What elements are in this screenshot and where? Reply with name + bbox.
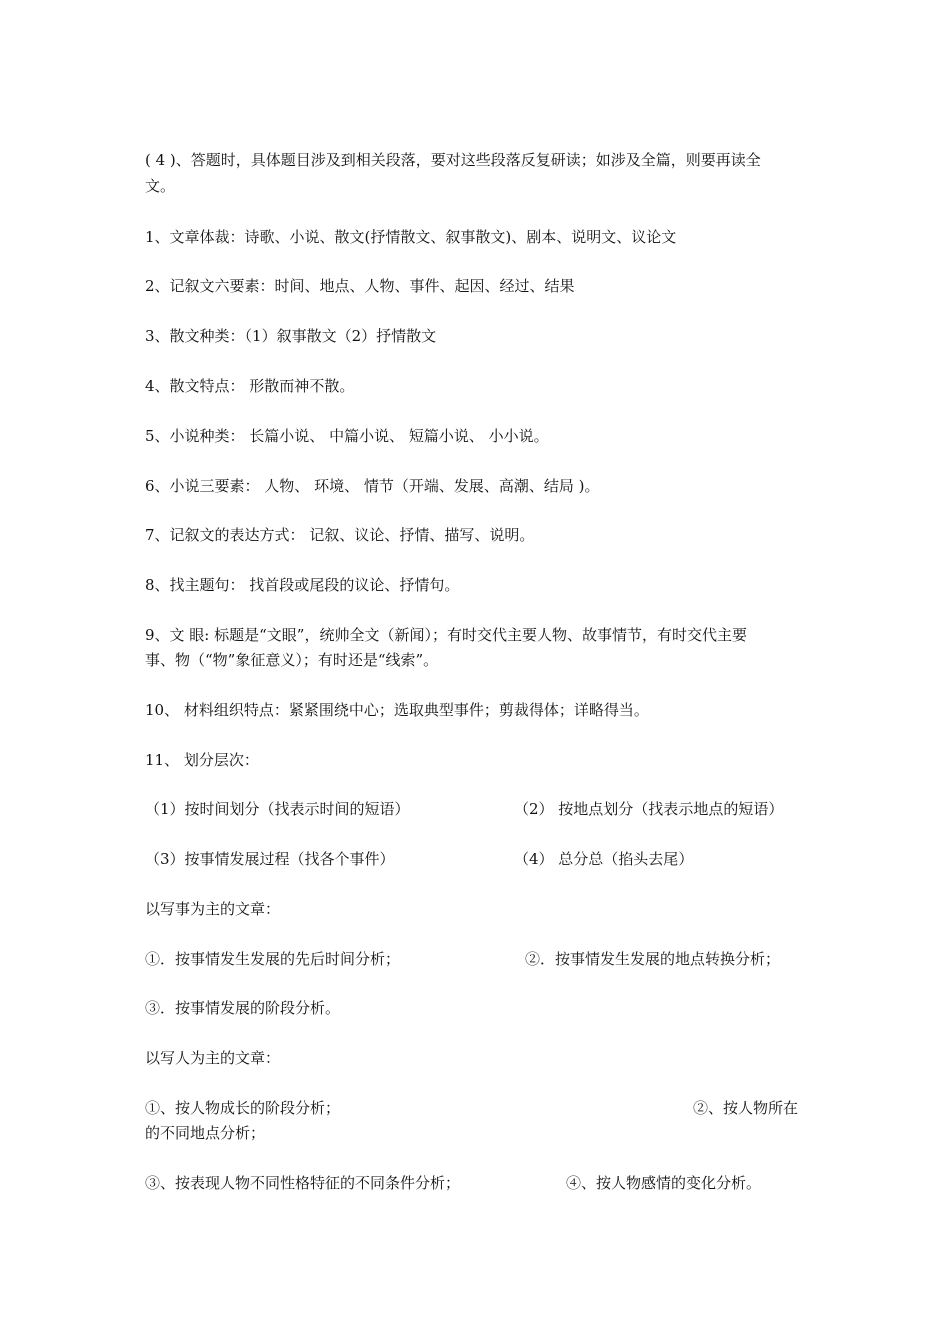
person-method-2-part-2: 的不同地点分析； [145, 1124, 266, 1142]
person-method-4: ④、按人物感情的变化分析。 [566, 1174, 762, 1192]
item-10: 10、 材料组织特点：紧紧围绕中心；选取典型事件；剪裁得体；详略得当。 [145, 701, 649, 719]
item-11: 11、 划分层次： [145, 751, 259, 769]
item-5: 5、小说种类： 长篇小说、 中篇小说、 短篇小说、 小小说。 [145, 427, 549, 445]
event-article-heading: 以写事为主的文章： [145, 900, 281, 918]
layer-method-3: （3）按事情发展过程（找各个事件） [145, 850, 395, 868]
event-method-3: ③．按事情发展的阶段分析。 [145, 999, 341, 1017]
layer-method-4: （4） 总分总（掐头去尾） [514, 850, 694, 868]
event-method-1: ①．按事情发生发展的先后时间分析； [145, 950, 401, 968]
layer-method-1: （1）按时间划分（找表示时间的短语） [145, 800, 410, 818]
paragraph-4-line-2: 文。 [145, 177, 176, 195]
person-method-1: ①、按人物成长的阶段分析； [145, 1099, 341, 1117]
item-4: 4、散文特点： 形散而神不散。 [145, 377, 355, 395]
item-1: 1、文章体裁：诗歌、小说、散文(抒情散文、叙事散文)、剧本、说明文、议论文 [145, 228, 677, 246]
item-9-line-2: 事、物（“物”象征意义）；有时还是“线索”。 [145, 651, 439, 669]
person-method-3: ③、按表现人物不同性格特征的不同条件分析； [145, 1174, 461, 1192]
person-method-2-part-1: ②、按人物所在 [693, 1099, 799, 1117]
item-2: 2、记叙文六要素：时间、地点、人物、事件、起因、经过、结果 [145, 277, 575, 295]
paragraph-4-line-1: ( 4 )、答题时，具体题目涉及到相关段落，要对这些段落反复研读；如涉及全篇，则要再读全 [145, 151, 761, 169]
item-8: 8、找主题句： 找首段或尾段的议论、抒情句。 [145, 576, 460, 594]
layer-method-2: （2） 按地点划分（找表示地点的短语） [514, 800, 784, 818]
item-9-line-1: 9、文 眼: 标题是“文眼”，统帅全文（新闻）；有时交代主要人物、故事情节，有时交代主要 [145, 626, 747, 644]
person-article-heading: 以写人为主的文章： [145, 1049, 281, 1067]
item-7: 7、记叙文的表达方式： 记叙、议论、抒情、描写、说明。 [145, 526, 535, 544]
item-6: 6、小说三要素： 人物、 环境、 情节（开端、发展、高潮、结局 )。 [145, 477, 600, 495]
item-3: 3、散文种类：（1）叙事散文（2）抒情散文 [145, 327, 437, 345]
event-method-2: ②．按事情发生发展的地点转换分析； [525, 950, 781, 968]
